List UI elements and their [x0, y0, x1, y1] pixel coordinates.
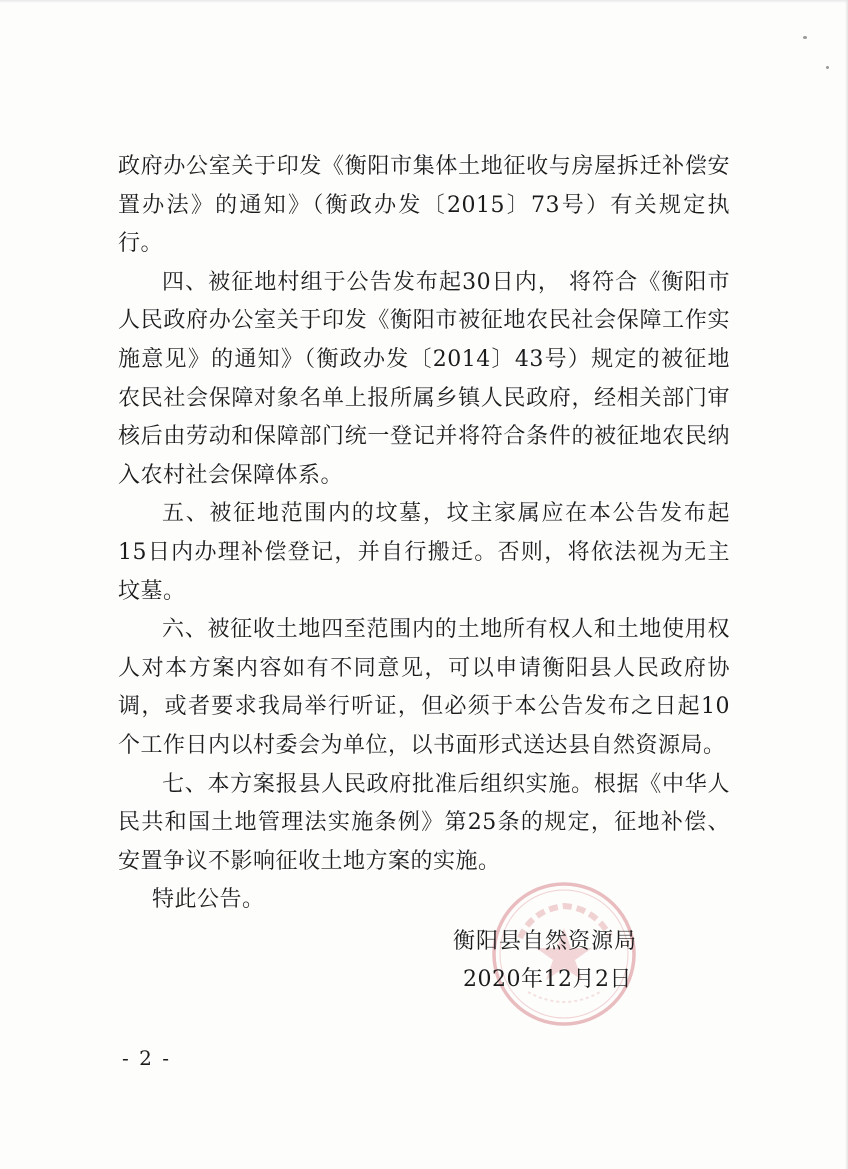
signature-date: 2020年12月2日 [463, 967, 632, 992]
paragraph-continuation: 政府办公室关于印发《衡阳市集体土地征收与房屋拆迁补偿安置办法》的通知》（衡政办发〔2015〕73号）有关规定执行。 [118, 154, 730, 257]
paragraph-item-5: 五、被征地范围内的坟墓，坟主家属应在本公告发布起15日内办理补偿登记，并自行搬迁。否则，将依法视为无主坟墓。 [118, 501, 730, 604]
scan-edge [0, 0, 848, 3]
paragraph-item-4: 四、被征地村组于公告发布起30日内， 将符合《衡阳市人民政府办公室关于印发《衡阳市被征地农民社会保障工作实施意见》的通知》（衡政办发〔2014〕43号）规定的被征地农民社会保障对象名单上报所属乡镇人民政府，经相关部门审核后由劳动和保障部门统一登记并将符合条件的被征地农民纳入农村社会保障体系。 [118, 269, 730, 488]
scan-speck [803, 36, 807, 39]
signature-organization: 衡阳县自然资源局 [453, 929, 638, 954]
page-number: - 2 - [122, 1046, 171, 1070]
scan-speck [826, 66, 829, 69]
notice-body [118, 148, 730, 920]
closing-statement: 特此公告。 [152, 887, 265, 913]
paragraph-item-7: 七、本方案报县人民政府批准后组织实施。根据《中华人民共和国土地管理法实施条例》第25条的规定，征地补偿、安置争议不影响征收土地方案的实施。 [118, 771, 730, 874]
paragraph-item-6: 六、被征收土地四至范围内的土地所有权人和土地使用权人对本方案内容如有不同意见，可以申请衡阳县人民政府协调，或者要求我局举行听证，但必须于本公告发布之日起10个工作日内以村委会为单位，以书面形式送达县自然资源局。 [118, 617, 730, 758]
